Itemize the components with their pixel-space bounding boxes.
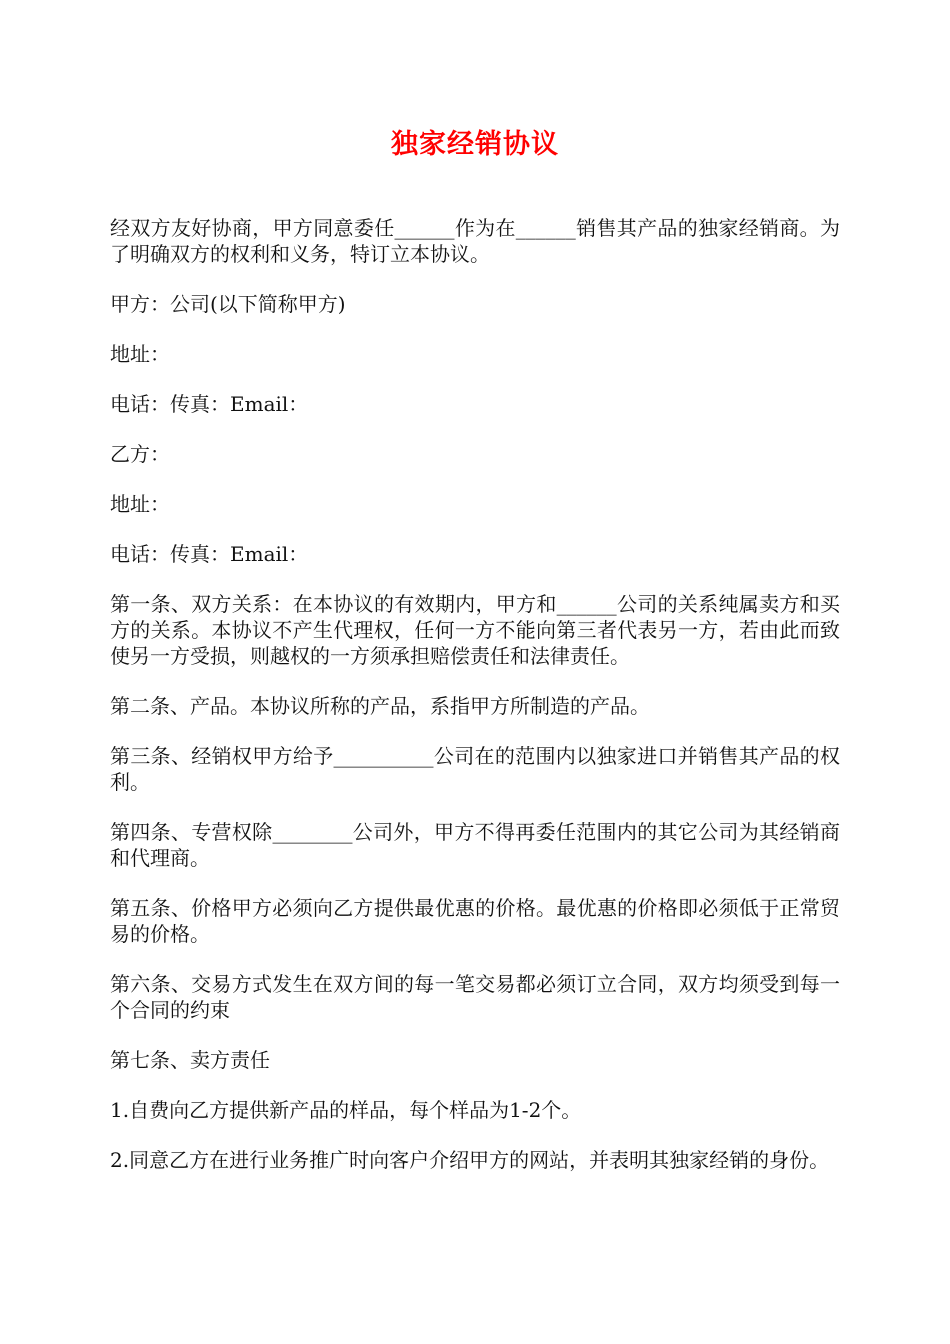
intro-paragraph: 经双方友好协商，甲方同意委任______作为在______销售其产品的独家经销商。为了明确双方的权利和义务，特订立本协议。 <box>110 216 840 266</box>
document-title: 独家经销协议 <box>391 129 559 160</box>
article-7-heading: 第七条、卖方责任 <box>110 1048 270 1072</box>
party-a-address: 地址： <box>110 342 170 366</box>
party-b-contact: 电话：传真：Email： <box>110 542 309 566</box>
article-3: 第三条、经销权甲方给予__________公司在的范围内以独家进口并销售其产品的权利。 <box>110 744 840 794</box>
party-b-address: 地址： <box>110 492 170 516</box>
article-7-item-1: 1.自费向乙方提供新产品的样品，每个样品为1-2个。 <box>110 1098 582 1122</box>
document-body <box>110 215 840 1197</box>
article-5: 第五条、价格甲方必须向乙方提供最优惠的价格。最优惠的价格即必须低于正常贸易的价格。 <box>110 896 840 946</box>
article-6: 第六条、交易方式发生在双方间的每一笔交易都必须订立合同，双方均须受到每一个合同的约束 <box>110 972 840 1022</box>
party-b-name: 乙方： <box>110 442 170 466</box>
article-4: 第四条、专营权除________公司外，甲方不得再委任范围内的其它公司为其经销商和代理商。 <box>110 820 840 870</box>
article-1: 第一条、双方关系：在本协议的有效期内，甲方和______公司的关系纯属卖方和买方的关系。本协议不产生代理权，任何一方不能向第三者代表另一方，若由此而致使另一方受损，则越权的一方须承担赔偿责任和法律责任。 <box>110 592 840 668</box>
party-a-name: 甲方：公司(以下简称甲方) <box>110 292 346 316</box>
article-2: 第二条、产品。本协议所称的产品，系指甲方所制造的产品。 <box>110 694 650 718</box>
article-7-item-2: 2.同意乙方在进行业务推广时向客户介绍甲方的网站，并表明其独家经销的身份。 <box>110 1148 830 1172</box>
party-a-contact: 电话：传真：Email： <box>110 392 309 416</box>
